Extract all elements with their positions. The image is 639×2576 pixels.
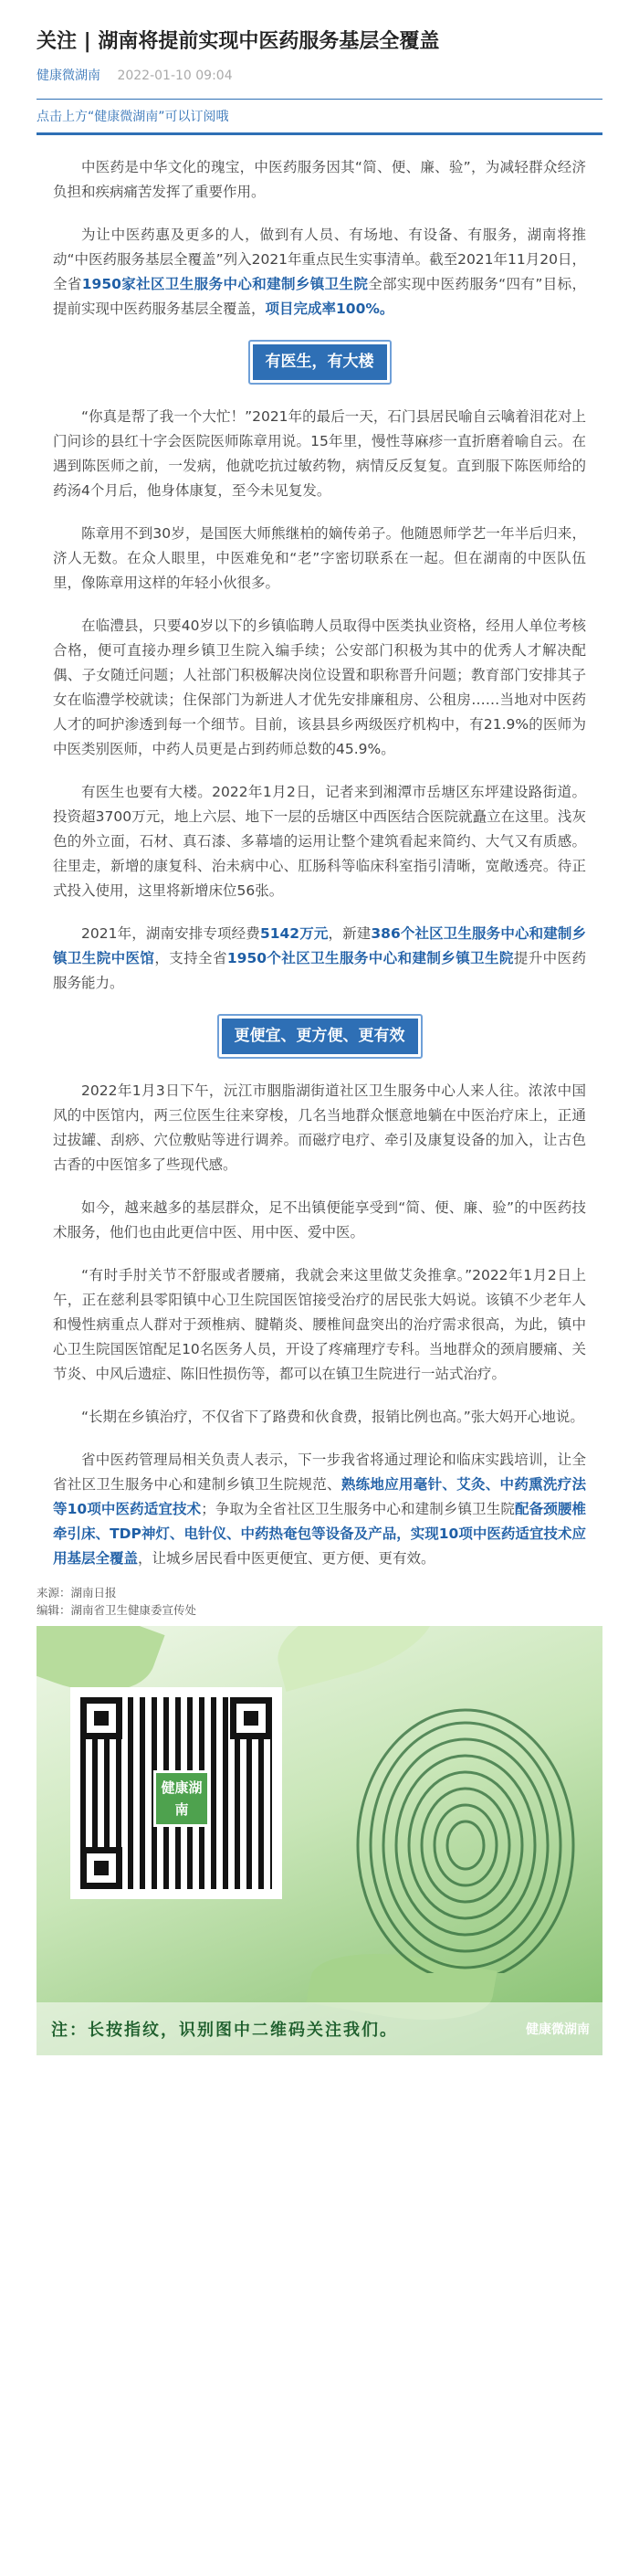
qr-finder-pattern [80, 1697, 122, 1739]
paragraph: 陈章用不到30岁，是国医大师熊继柏的嫡传弟子。他随恩师学艺一年半后归来，济人无数。在众人眼里，中医难免和“老”字密切联系在一起。但在湖南的中医队伍里，像陈章用这样的年轻小伙很多。 [53, 525, 586, 591]
paragraph: “长期在乡镇治疗，不仅省下了路费和伙食费，报销比例也高。”张大妈开心地说。 [81, 1409, 584, 1425]
account-name-link[interactable]: 健康微湖南 [37, 69, 100, 83]
highlight-text: 1950家社区卫生服务中心和建制乡镇卫生院 [81, 276, 369, 292]
paragraph: 中医药是中华文化的瑰宝，中医药服务因其“简、便、廉、验”，为减轻群众经济负担和疾病痛苦发挥了重要作用。 [53, 159, 586, 200]
paragraph: 2022年1月3日下午，沅江市胭脂湖街道社区卫生服务中心人来人往。浓浓中国风的中医馆内，两三位医生往来穿梭，几名当地群众惬意地躺在中医治疗床上，正通过拔罐、刮痧、穴位敷贴等进行调养。而磁疗电疗、牵引及康复设备的加入，让古色古香的中医馆多了些现代感。 [53, 1082, 586, 1173]
paragraph: 在临澧县，只要40岁以下的乡镇临聘人员取得中医类执业资格，经用人单位考核合格，便可直接办理乡镇卫生院入编手续；公安部门积极为其中的优秀人才解决配偶、子女随迁问题；人社部门积极解决岗位设置和职称晋升问题；教育部门安排其子女在临澧学校就读；住保部门为新进人才优先安排廉租房、公租房……当地对中医药人才的呵护渗透到每一个细节。目前，该县县乡两级医疗机构中，有21.9%的医师为中医类别医师，中药人员更是占到药师总数的45.9%。 [53, 618, 586, 757]
qr-code[interactable] [73, 1690, 279, 1896]
article-meta [0, 57, 639, 84]
leaf-decoration [267, 1626, 445, 1692]
publish-date: 2022-01-10 09:04 [117, 69, 233, 83]
poster-brand-label: 健康微湖南 [526, 2022, 590, 2037]
qr-finder-pattern [80, 1847, 122, 1889]
highlight-text: 1950个社区卫生服务中心和建制乡镇卫生院 [226, 950, 514, 966]
qr-poster[interactable] [37, 1626, 602, 2055]
highlight-text: 5142万元 [259, 925, 329, 942]
highlight-text: 386个社区卫生服务中心和建制乡镇卫生院中医馆 [53, 925, 586, 966]
follow-tip-text: 点击上方“健康微湖南”可以订阅哦 [37, 110, 229, 124]
paragraph: 有医生也要有大楼。2022年1月2日，记者来到湘潭市岳塘区东坪建设路街道。投资超3700万元，地上六层、地下一层的岳塘区中西医结合医院就矗立在这里。浅灰色的外立面，石材、真石漆、多幕墙的运用让整个建筑看起来简约、大气又有质感。往里走，新增的康复科、治未病中心、肛肠科等临床科室指引清晰，宽敞透亮。待正式投入使用，这里将新增床位56张。 [53, 784, 586, 899]
paragraph: “你真是帮了我一个大忙！”2021年的最后一天，石门县居民喻自云噙着泪花对上门问诊的县红十字会医院医师陈章用说。15年里，慢性荨麻疹一直折磨着喻自云。在遇到陈医师之前，一发病，他就吃抗过敏药物，病情反反复复。直到服下陈医师给的药汤4个月后，他身体康复，至今未见复发。 [53, 408, 586, 499]
follow-tip-bar[interactable] [37, 99, 602, 135]
qr-finder-pattern [230, 1697, 272, 1739]
section-heading [53, 340, 586, 385]
source-line: 来源：湖南日报 [37, 1586, 117, 1599]
highlight-text: 熟练地应用毫针、艾灸、中药熏洗疗法等10项中医药适宜技术 [53, 1476, 586, 1517]
editor-line: 编辑：湖南省卫生健康委宣传处 [37, 1603, 197, 1617]
section-heading-label: 更便宜、更方便、更有效 [222, 1019, 418, 1054]
paragraph: 省中医药管理局相关负责人表示，下一步我省将通过理论和临床实践培训，让全省社区卫生服务中心和建制乡镇卫生院规范、熟练地应用毫针、艾灸、中药熏洗疗法等10项中医药适宜技术；争取为全省社区卫生服务中心和建制乡镇卫生院配备颈腰椎牵引床、TDP神灯、电针仪、中药热奄包等设备及产品，实现10项中医药适宜技术应用基层全覆盖，让城乡居民看中医更便宜、更方便、更有效。 [53, 1452, 586, 1567]
section-heading [53, 1014, 586, 1059]
poster-note-bar [37, 2002, 602, 2055]
section-heading-label: 有医生，有大楼 [253, 344, 387, 380]
source-info [0, 1584, 639, 1619]
paragraph: 2021年，湖南安排专项经费5142万元，新建386个社区卫生服务中心和建制乡镇卫生院中医馆，支持全省1950个社区卫生服务中心和建制乡镇卫生院提升中医药服务能力。 [53, 925, 586, 991]
fingerprint-icon[interactable] [347, 1699, 584, 1973]
paragraph: “有时手肘关节不舒服或者腰痛，我就会来这里做艾灸推拿。”2022年1月2日上午，正在慈利县零阳镇中心卫生院国医馆接受治疗的居民张大妈说。该镇不少老年人和慢性病重点人群对于颈椎病、腱鞘炎、腰椎间盘突出的治疗需求很高，为此，镇中心卫生院国医馆配足10名医务人员，开设了疼痛理疗专科。当地群众的颈肩腰痛、关节炎、中风后遗症、陈旧性损伤等，都可以在镇卫生院进行一站式治疗。 [53, 1267, 586, 1382]
poster-note-text: 注：长按指纹，识别图中二维码关注我们。 [51, 2021, 398, 2040]
paragraph: 如今，越来越多的基层群众，足不出镇便能享受到“简、便、廉、验”的中医药技术服务，他们也由此更信中医、用中医、爱中医。 [53, 1199, 586, 1240]
highlight-text: 项目完成率100%。 [265, 301, 394, 317]
article-title: 关注 | 湖南将提前实现中医药服务基层全覆盖 [37, 30, 440, 53]
highlight-text: 配备颈腰椎牵引床、TDP神灯、电针仪、中药热奄包等设备及产品，实现10项中医药适宜技术应用基层全覆盖 [53, 1501, 586, 1567]
paragraph: 为让中医药惠及更多的人，做到有人员、有场地、有设备、有服务，湖南将推动“中医药服务基层全覆盖”列入2021年重点民生实事清单。截至2021年11月20日，全省1950家社区卫生服务中心和建制乡镇卫生院全部实现中医药服务“四有”目标，提前实现中医药服务基层全覆盖，项目完成率100%。 [53, 227, 586, 317]
qr-logo: 健康湖南 [153, 1770, 210, 1827]
article-content [0, 135, 639, 1571]
